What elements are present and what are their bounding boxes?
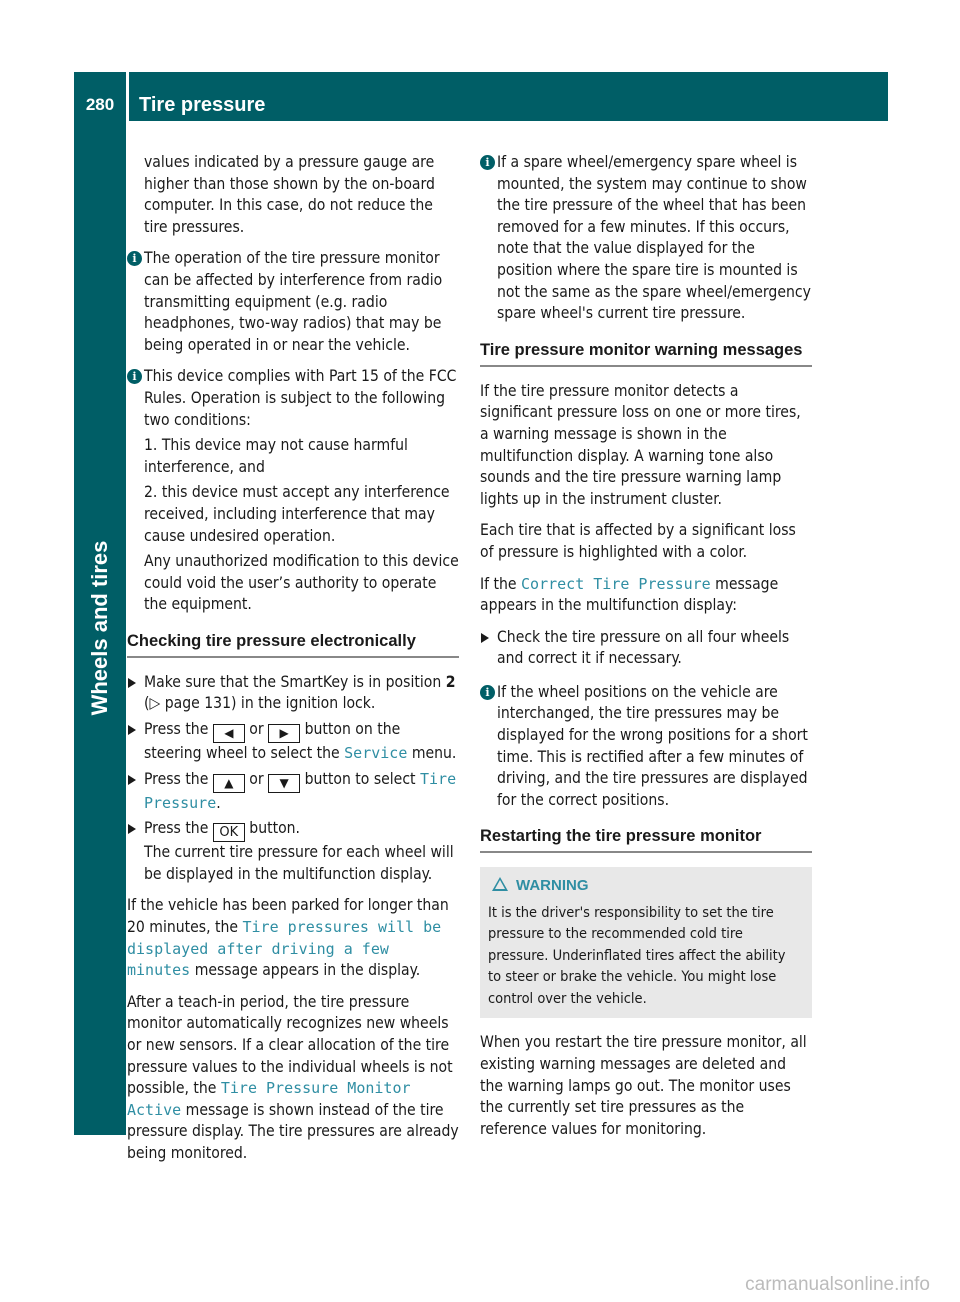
up-arrow-button-icon: ▲ bbox=[213, 774, 245, 793]
section-label: Wheels and tires bbox=[87, 540, 112, 716]
text: If the vehicle has been parked for longer than 20 minutes, the bbox=[127, 896, 449, 937]
step-text: Press the bbox=[144, 819, 209, 838]
info-icon: i bbox=[480, 685, 495, 700]
step-text: button. bbox=[249, 819, 301, 838]
display-text-service: Service bbox=[344, 744, 408, 763]
page-title: Tire pressure bbox=[139, 94, 266, 116]
text: If the bbox=[480, 574, 517, 593]
info-icon: i bbox=[127, 251, 142, 266]
step-press-ok bbox=[127, 818, 459, 885]
section-sidebar bbox=[74, 121, 126, 1135]
watermark: carmanualsonline.info bbox=[745, 1274, 930, 1295]
paragraph-teach-in bbox=[127, 992, 459, 1165]
info-note-spare-wheel bbox=[480, 152, 812, 325]
text: After a teach-in period, the tire pressure monitor automatically recognizes new wheels or new sensors. If a clear allocation of the tire pressure values to the individual wheels is not possible, the bbox=[127, 992, 453, 1098]
step-text: Press the bbox=[144, 720, 209, 739]
step-text: (▷ page 131) in the ignition lock. bbox=[144, 694, 376, 713]
right-column bbox=[480, 152, 812, 1150]
step-smartkey bbox=[127, 672, 459, 715]
info-text: If the wheel positions on the vehicle are interchanged, the tire pressures may be displayed for the wrong positions for a short time. This is rectified after a few minutes of driving, and the tire pressures are displayed for the correct positions. bbox=[497, 682, 808, 809]
page-header bbox=[74, 72, 888, 121]
step-check-pressure bbox=[480, 627, 812, 670]
step-text: button to select bbox=[304, 769, 416, 788]
step-text: Make sure that the SmartKey is in position bbox=[144, 672, 442, 691]
warning-title: WARNING bbox=[516, 877, 589, 895]
header-divider bbox=[126, 72, 129, 121]
info-text: The operation of the tire pressure monitor can be affected by interference from radio transmitting equipment (e.g. radio headphones, two-way radios) that may be being operated in or near the vehicle. bbox=[144, 249, 443, 354]
step-arrow-icon bbox=[128, 824, 136, 834]
paragraph-parked bbox=[127, 895, 459, 981]
step-text: . bbox=[216, 793, 221, 812]
step-text: menu. bbox=[411, 744, 457, 763]
step-select-service bbox=[127, 719, 459, 765]
warning-box bbox=[480, 867, 812, 1018]
fcc-intro: This device complies with Part 15 of the FCC Rules. Operation is subject to the following two conditions: bbox=[144, 367, 457, 429]
section-heading-checking: Checking tire pressure electronically bbox=[127, 630, 459, 658]
text: message appears in the multifunction display: bbox=[480, 574, 779, 615]
right-arrow-button-icon: ▶ bbox=[268, 724, 300, 743]
step-select-tire-pressure bbox=[127, 769, 459, 815]
warning-header bbox=[492, 875, 800, 897]
display-text-monitor-active: Tire Pressure Monitor Active bbox=[127, 1079, 411, 1119]
step-text: Press the bbox=[144, 769, 209, 788]
info-note-wheel-positions bbox=[480, 682, 812, 812]
display-text-driving: Tire pressures will be displayed after driving a few minutes bbox=[127, 918, 442, 980]
sidebar-block bbox=[74, 1083, 126, 1135]
info-note-fcc bbox=[127, 366, 459, 616]
paragraph-correct-tire-pressure bbox=[480, 574, 812, 617]
down-arrow-button-icon: ▼ bbox=[268, 774, 300, 793]
step-text: or bbox=[249, 769, 264, 788]
paragraph-restart: When you restart the tire pressure monitor, all existing warning messages are deleted and the warning lamps go out. The monitor uses the currently set tire pressures as the reference values for monitoring. bbox=[480, 1033, 807, 1138]
display-text-tire-pressure: Tire Pressure bbox=[144, 769, 457, 812]
ok-button-icon: OK bbox=[213, 823, 245, 842]
page-number: 280 bbox=[85, 95, 115, 114]
key-position: 2 bbox=[445, 672, 456, 691]
left-column bbox=[127, 152, 459, 1175]
info-text: If a spare wheel/emergency spare wheel is mounted, the system may continue to show the tire pressure of the wheel that has been removed for a few minutes. If this occurs, note that the value displayed for the position where the spare tire is mounted is not the same as the spare wheel/emergency spare wheel's current tire pressure. bbox=[497, 153, 811, 323]
step-text: Check the tire pressure on all four wheels and correct it if necessary. bbox=[497, 627, 790, 668]
paragraph-pressure-gauge: values indicated by a pressure gauge are higher than those shown by the on-board computer. In this case, do not reduce the tire pressures. bbox=[144, 153, 435, 236]
step-arrow-icon bbox=[128, 775, 136, 785]
step-text: button on the steering wheel to select the bbox=[144, 720, 401, 763]
left-arrow-button-icon: ◀ bbox=[213, 724, 245, 743]
info-icon: i bbox=[127, 369, 142, 384]
fcc-condition-1: 1. This device may not cause harmful interference, and bbox=[144, 436, 408, 476]
section-heading-warning-messages: Tire pressure monitor warning messages bbox=[480, 339, 812, 367]
info-icon: i bbox=[480, 155, 495, 170]
text: message appears in the display. bbox=[194, 961, 421, 980]
fcc-condition-2: 2. this device must accept any interference received, including interference that may cause undesired operation. bbox=[144, 483, 450, 545]
step-text: or bbox=[249, 720, 264, 739]
step-result: The current tire pressure for each wheel will be displayed in the multifunction display. bbox=[144, 843, 454, 883]
warning-text: It is the driver's responsibility to set the tire pressure to the recommended cold tire pressure. Underinflated tires affect the ability to steer or brake the vehicle. You might lose control over the vehicle. bbox=[488, 904, 786, 1007]
paragraph-pressure-loss: If the tire pressure monitor detects a significant pressure loss on one or more tires, a warning message is shown in the multifunction display. A warning tone also sounds and the tire pressure warning lamp lights up in the instrument cluster. bbox=[480, 381, 801, 508]
paragraph-highlight: Each tire that is affected by a significant loss of pressure is highlighted with a color. bbox=[480, 521, 796, 561]
display-text-correct-pressure: Correct Tire Pressure bbox=[521, 574, 711, 593]
step-arrow-icon bbox=[481, 633, 489, 643]
section-heading-restarting: Restarting the tire pressure monitor bbox=[480, 825, 812, 853]
step-arrow-icon bbox=[128, 725, 136, 735]
info-note-interference bbox=[127, 248, 459, 356]
step-arrow-icon bbox=[128, 678, 136, 688]
text: message is shown instead of the tire pressure display. The tire pressures are already being monitored. bbox=[127, 1100, 459, 1162]
warning-triangle-icon bbox=[492, 877, 508, 891]
fcc-modification: Any unauthorized modification to this device could void the user’s authority to operate the equipment. bbox=[144, 552, 459, 614]
